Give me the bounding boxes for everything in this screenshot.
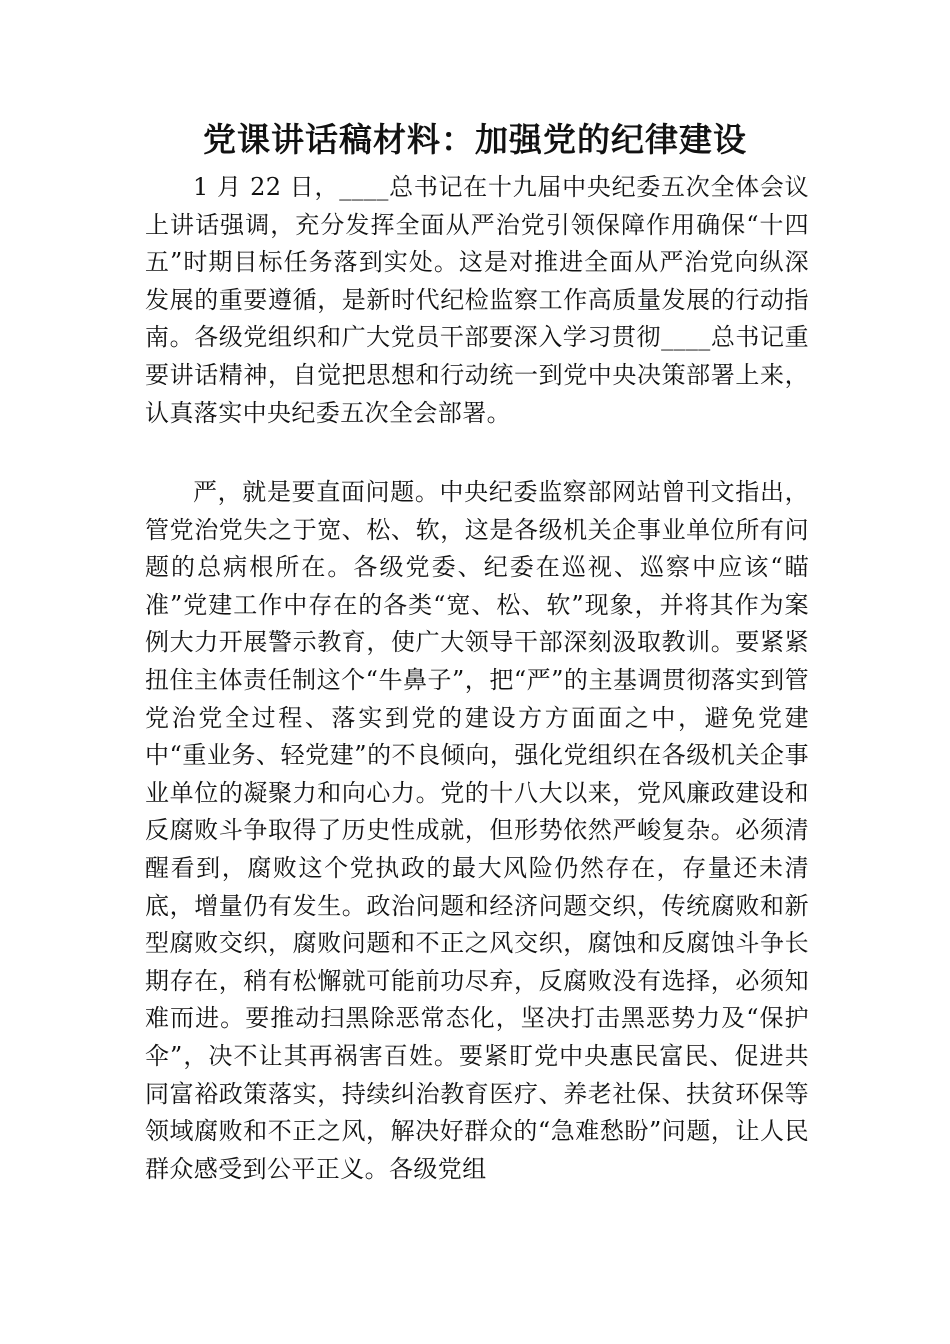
paragraph-2: 严，就是要直面问题。中央纪委监察部网站曾刊文指出，管党治党失之于宽、松、软，这是各级机关企事业单位所有问题的总病根所在。各级党委、纪委在巡视、巡察中应该“瞄准”党建工作中存在的各类“宽、松、软”现象，并将其作为案例大力开展警示教育，使广大领导干部深刻汲取教训。要紧紧扭住主体责任制这个“牛鼻子”，把“严”的主基调贯彻落实到管党治党全过程、落实到党的建设方方面面之中，避免党建中“重业务、轻党建”的不良倾向，强化党组织在各级机关企事业单位的凝聚力和向心力。党的十八大以来，党风廉政建设和反腐败斗争取得了历史性成就，但形势依然严峻复杂。必须清醒看到，腐败这个党执政的最大风险仍然存在，存量还未清底，增量仍有发生。政治问题和经济问题交织，传统腐败和新型腐败交织，腐败问题和不正之风交织，腐蚀和反腐蚀斗争长期存在，稍有松懈就可能前功尽弃，反腐败没有选择，必须知难而进。要推动扫黑除恶常态化，坚决打击黑恶势力及“保护伞”，决不让其再祸害百姓。要紧盯党中央惠民富民、促进共同富裕政策落实，持续纠治教育医疗、养老社保、扶贫环保等领域腐败和不正之风，解决好群众的“急难愁盼”问题，让人民群众感受到公平正义。各级党组 <box>145 478 809 1183</box>
paragraph-1: 1 月 22 日，____总书记在十九届中央纪委五次全体会议上讲话强调，充分发挥全面从严治党引领保障作用确保“十四五”时期目标任务落到实处。这是对推进全面从严治党向纵深发展的重要遵循，是新时代纪检监察工作高质量发展的行动指南。各级党组织和广大党员干部要深入学习贯彻____总书记重要讲话精神，自觉把思想和行动统一到党中央决策部署上来，认真落实中央纪委五次全会部署。 <box>145 173 809 427</box>
document-title: 党课讲话稿材料：加强党的纪律建设 <box>203 120 747 159</box>
